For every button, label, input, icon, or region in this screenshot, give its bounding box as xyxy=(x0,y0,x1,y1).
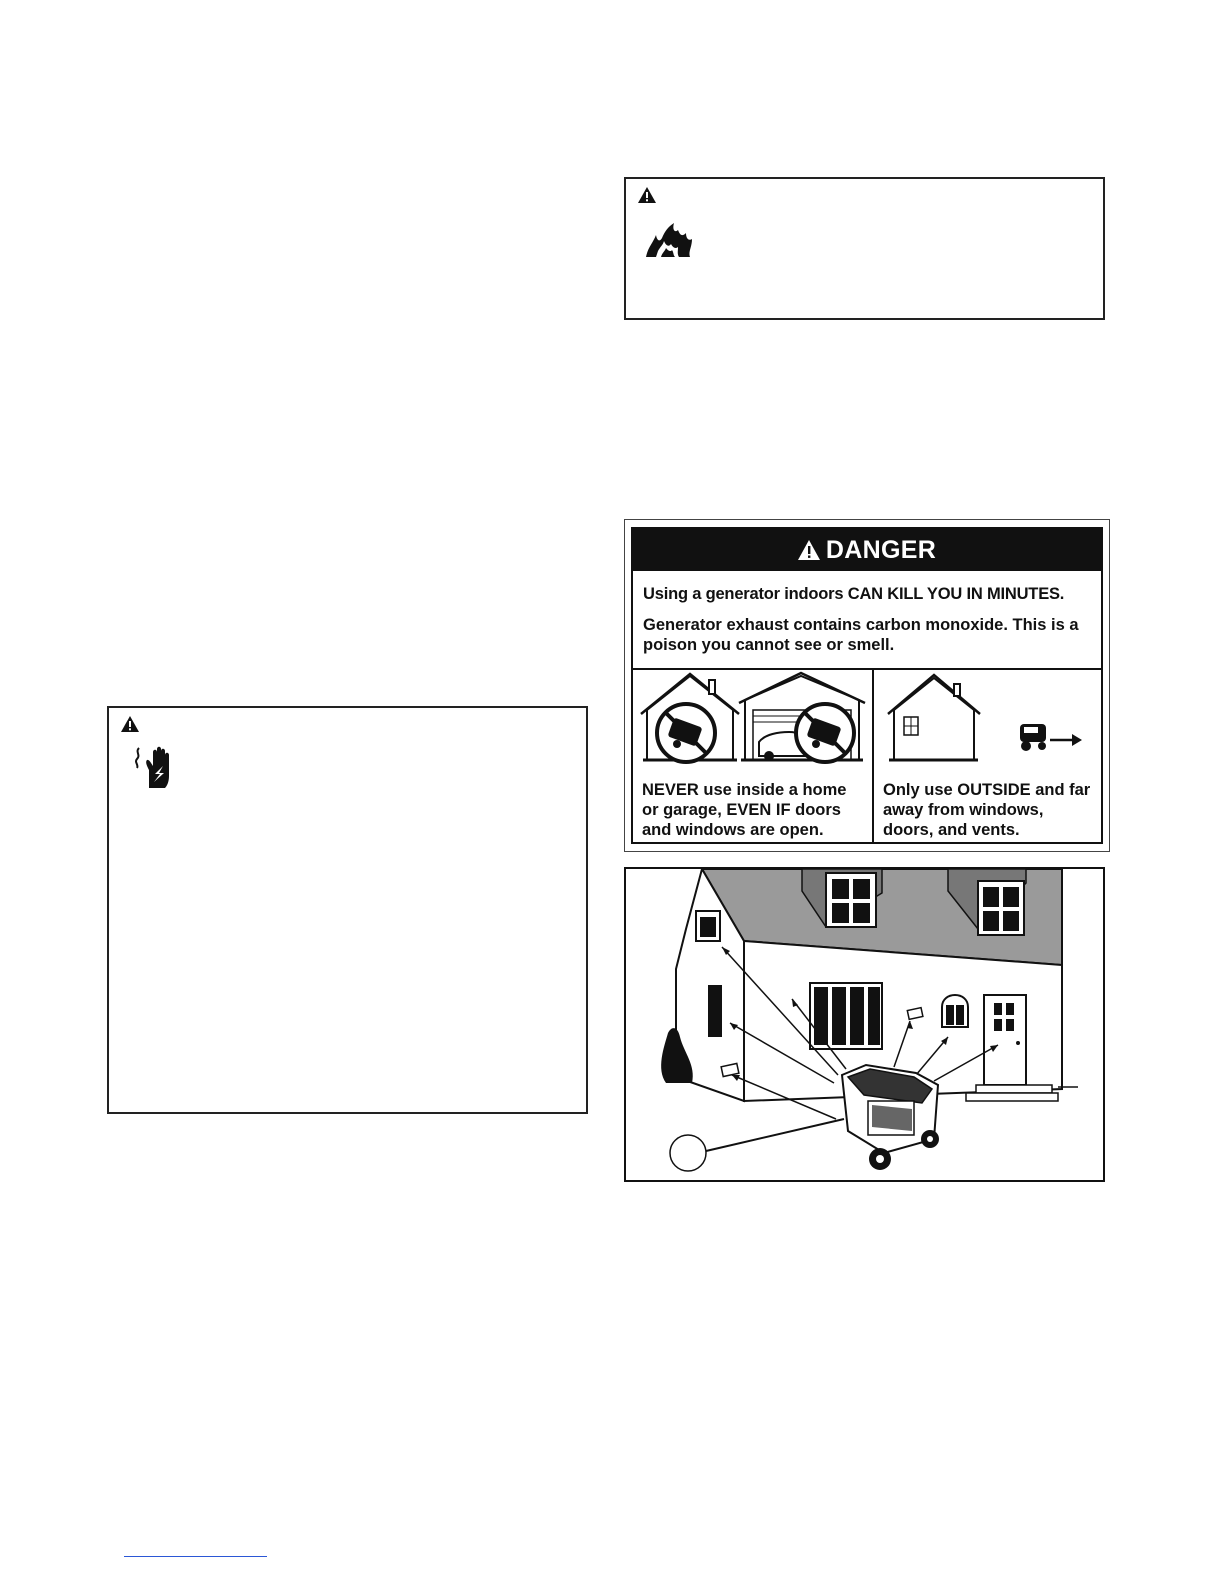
danger-header xyxy=(633,529,1101,571)
callout-circle xyxy=(670,1135,706,1171)
vent xyxy=(907,1008,923,1020)
electric-shock-hand-icon xyxy=(133,746,177,790)
callout-leader xyxy=(706,1119,844,1151)
indoor-prohibited-illustration xyxy=(633,670,872,778)
generator-icon xyxy=(842,1065,939,1170)
house-icon xyxy=(888,675,980,760)
fire-icon xyxy=(644,221,696,259)
arrow-right-icon xyxy=(1050,734,1082,746)
danger-line-2: Generator exhaust contains carbon monoxide. This is a poison you cannot see or smell. xyxy=(643,616,1079,654)
arched-window xyxy=(942,995,968,1027)
generator-icon xyxy=(1020,724,1046,751)
warning-triangle-icon xyxy=(638,187,656,203)
danger-title: DANGER xyxy=(825,535,937,564)
outside-only-panel xyxy=(874,670,1101,844)
warning-triangle-icon xyxy=(121,716,139,732)
no-generator-icon xyxy=(796,704,854,762)
outside-use-illustration xyxy=(874,670,1101,778)
fire-warning-box xyxy=(624,177,1105,320)
danger-message xyxy=(633,571,1101,670)
generator-placement-illustration xyxy=(624,867,1105,1182)
front-window xyxy=(810,983,882,1049)
danger-label-frame xyxy=(631,527,1103,844)
outside-only-text: Only use OUTSIDE and far away from windows, doors, and vents. xyxy=(883,781,1091,839)
danger-line-1: Using a generator indoors CAN KILL YOU IN MINUTES. xyxy=(643,585,1065,603)
shock-warning-box xyxy=(107,706,588,1114)
warning-triangle-icon xyxy=(798,540,820,560)
no-generator-icon xyxy=(657,704,715,762)
footer-link-underline[interactable] xyxy=(124,1556,267,1557)
danger-label xyxy=(624,519,1110,852)
never-indoors-text: NEVER use inside a home or garage, EVEN IF doors and windows are open. xyxy=(642,781,847,839)
side-window xyxy=(708,985,722,1037)
never-indoors-panel xyxy=(633,670,874,844)
